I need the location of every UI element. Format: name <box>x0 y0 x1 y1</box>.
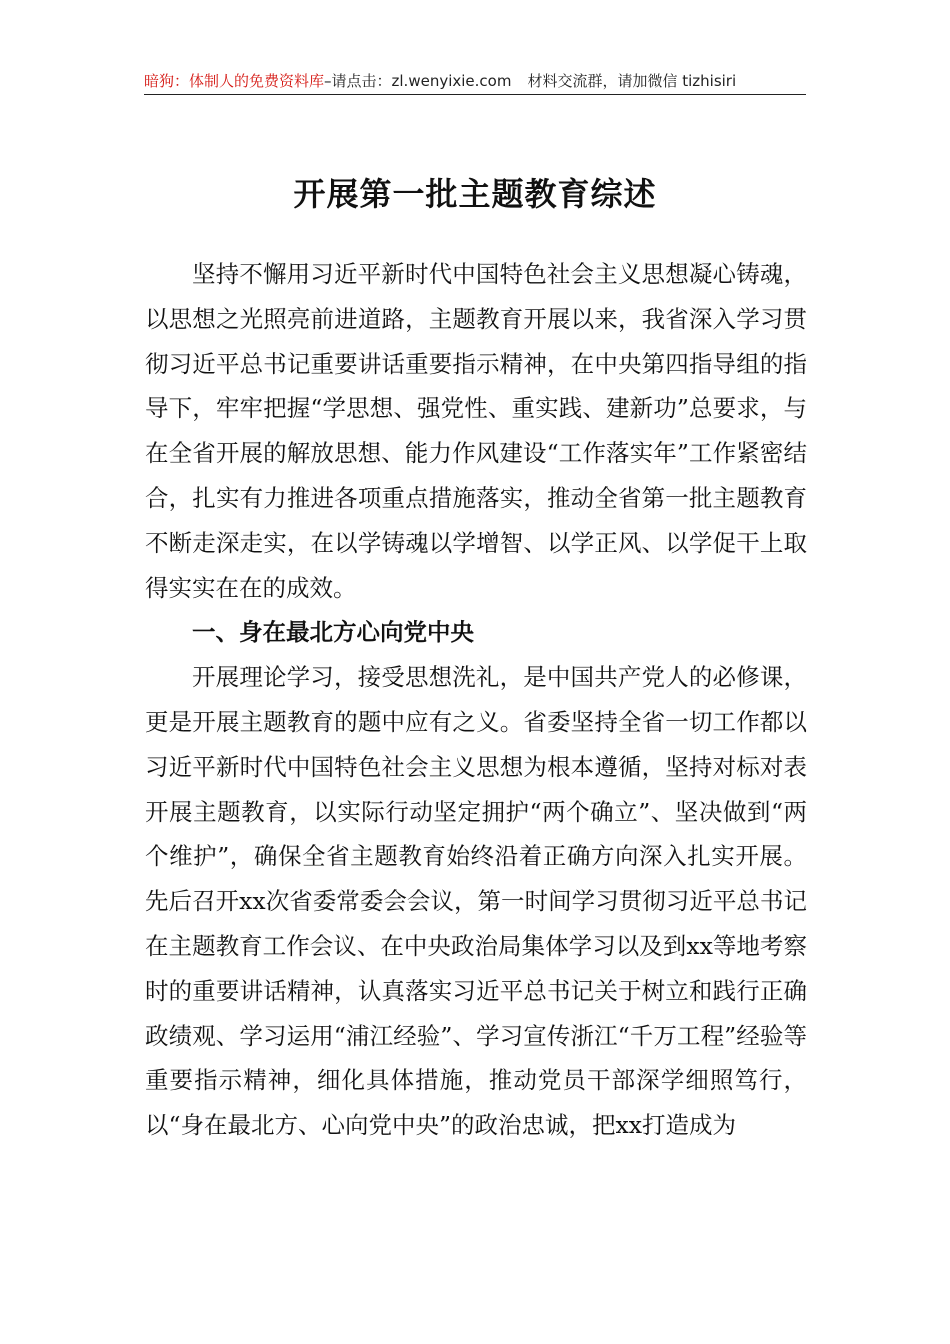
section-heading: 一、身在最北方心向党中央 <box>192 618 474 647</box>
section-paragraph: 开展理论学习，接受思想洗礼，是中国共产党人的必修课，更是开展主题教育的题中应有之义。省委坚持全省一切工作都以习近平新时代中国特色社会主义思想为根本遵循，坚持对标对表开展主题教育，以实际行动坚定拥护“两个确立”、坚决做到“两个维护”，确保全省主题教育始终沿着正确方向深入扎实开展。先后召开xx次省委常委会会议，第一时间学习贯彻习近平总书记在主题教育工作会议、在中央政治局集体学习以及到xx等地考察时的重要讲话精神，认真落实习近平总书记关于树立和践行正确政绩观、学习运用“浦江经验”、学习宣传浙江“千万工程”经验等重要指示精神，细化具体措施，推动党员干部深学细照笃行，以“身在最北方、心向党中央”的政治忠诚，把xx打造成为 <box>145 663 807 1140</box>
header-contact-text: 材料交流群，请加微信 tizhisiri <box>527 72 737 90</box>
intro-paragraph: 坚持不懈用习近平新时代中国特色社会主义思想凝心铸魂，以思想之光照亮前进道路，主题教育开展以来，我省深入学习贯彻习近平总书记重要讲话重要指示精神，在中央第四指导组的指导下，牢牢把握“学思想、强党性、重实践、建新功”总要求，与在全省开展的解放思想、能力作风建设“工作落实年”工作紧密结合，扎实有力推进各项重点措施落实，推动全省第一批主题教育不断走深走实，在以学铸魂以学增智、以学正风、以学促干上取得实实在在的成效。 <box>145 260 807 602</box>
header-site-name: 暗狗：体制人的免费资料库 <box>144 72 325 90</box>
header-link-text[interactable]: –请点击：zl.wenyixie.com <box>324 72 512 90</box>
document-body <box>145 252 807 1148</box>
document-title: 开展第一批主题教育综述 <box>293 175 657 213</box>
header-banner <box>144 68 806 95</box>
